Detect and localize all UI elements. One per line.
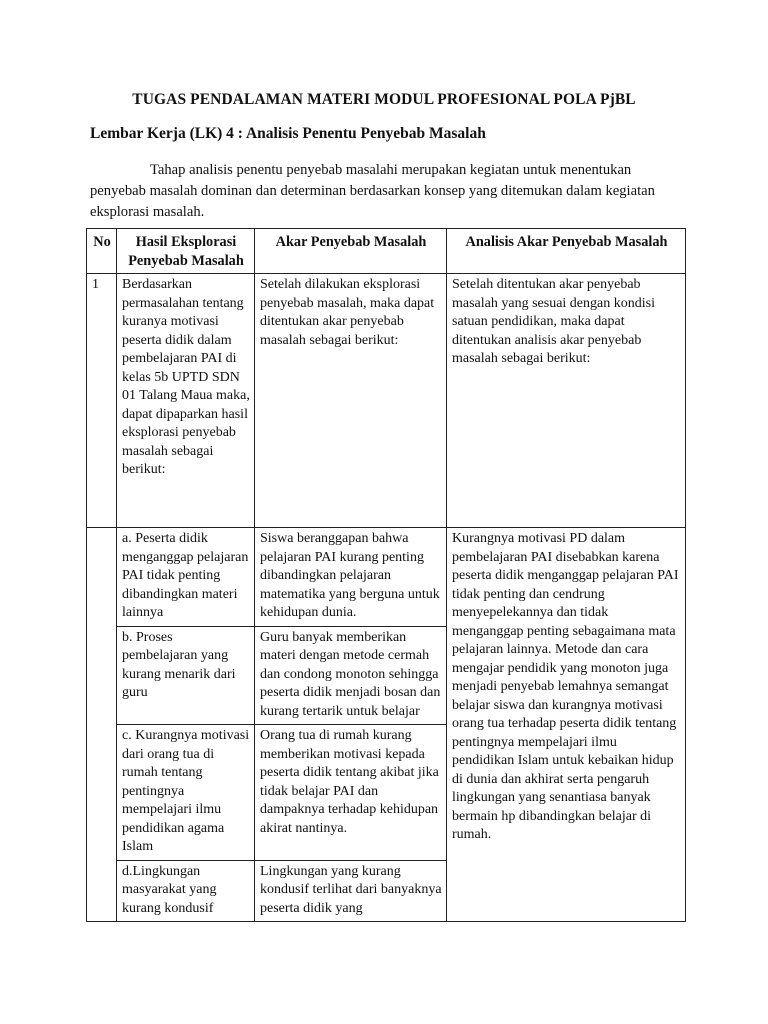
- cell-analisis: Setelah ditentukan akar penyebab masalah yang sesuai dengan kondisi satuan pendidikan, maka dapat ditentukan analisis akar penyebab masalah sebagai berikut:: [447, 274, 686, 528]
- cell-hasil: a. Peserta didik menganggap pelajaran PAI tidak penting dibandingkan materi lainnya: [117, 528, 255, 627]
- intro-text: Tahap analisis penentu penyebab masalahi merupakan kegiatan untuk menentukan penyebab masalah dominan dan determinan berdasarkan konsep yang ditemukan dalam kegiatan eksplorasi masalah.: [90, 162, 655, 220]
- cell-hasil: Berdasarkan permasalahan tentang kuranya motivasi peserta didik dalam pembelajaran PAI di kelas 5b UPTD SDN 01 Talang Maua maka, dapat dipaparkan hasil eksplorasi penyebab masalah sebagai berikut:: [117, 274, 255, 528]
- cell-no-empty: [87, 528, 117, 922]
- cell-akar: Siswa beranggapan bahwa pelajaran PAI kurang penting dibandingkan pelajaran matematika yang berguna untuk kehidupan dunia.: [255, 528, 447, 627]
- cell-hasil: c. Kurangnya motivasi dari orang tua di rumah tentang pentingnya mempelajari ilmu pendidikan agama Islam: [117, 725, 255, 861]
- cell-akar: Setelah dilakukan eksplorasi penyebab masalah, maka dapat ditentukan akar penyebab masalah sebagai berikut:: [255, 274, 447, 528]
- header-analisis: Analisis Akar Penyebab Masalah: [447, 229, 686, 274]
- table-header-row: [87, 229, 686, 274]
- header-akar: Akar Penyebab Masalah: [255, 229, 447, 274]
- cell-akar: Guru banyak memberikan materi dengan metode cermah dan condong monoton sehingga peserta didik menjadi bosan dan kurang tertarik untuk belajar: [255, 626, 447, 725]
- table-row: [87, 274, 686, 528]
- cell-akar: Orang tua di rumah kurang memberikan motivasi kepada peserta didik tentang akibat jika tidak belajar PAI dan dampaknya terhadap kehidupan akirat nantinya.: [255, 725, 447, 861]
- intro-paragraph: [90, 160, 690, 223]
- cell-akar: Lingkungan yang kurang kondusif terlihat dari banyaknya peserta didik yang: [255, 860, 447, 922]
- header-hasil: Hasil Eksplorasi Penyebab Masalah: [117, 229, 255, 274]
- header-no: No: [87, 229, 117, 274]
- worksheet-subtitle: Lembar Kerja (LK) 4 : Analisis Penentu Penyebab Masalah: [90, 125, 486, 142]
- cell-no: 1: [87, 274, 117, 528]
- table-row: [87, 528, 686, 627]
- document-title: TUGAS PENDALAMAN MATERI MODUL PROFESIONAL POLA PjBL: [132, 91, 636, 108]
- analysis-table: [86, 228, 686, 922]
- cell-hasil: d.Lingkungan masyarakat yang kurang kondusif: [117, 860, 255, 922]
- cell-hasil: b. Proses pembelajaran yang kurang menarik dari guru: [117, 626, 255, 725]
- cell-analisis-merged: Kurangnya motivasi PD dalam pembelajaran PAI disebabkan karena peserta didik menganggap pelajaran PAI tidak penting dan cendrung menyepelekannya dan tidak menganggap penting sebagaimana mata pelajaran lainnya. Metode dan cara mengajar pendidik yang monoton juga menjadi penyebab lemahnya semangat belajar siswa dan kurangnya motivasi orang tua terhadap peserta didik tentang pentingnya mempelajari ilmu pendidikan Islam untuk kebaikan hidup di dunia dan akhirat serta pengaruh lingkungan yang senantiasa banyak bermain hp dibandingkan belajar di rumah.: [447, 528, 686, 922]
